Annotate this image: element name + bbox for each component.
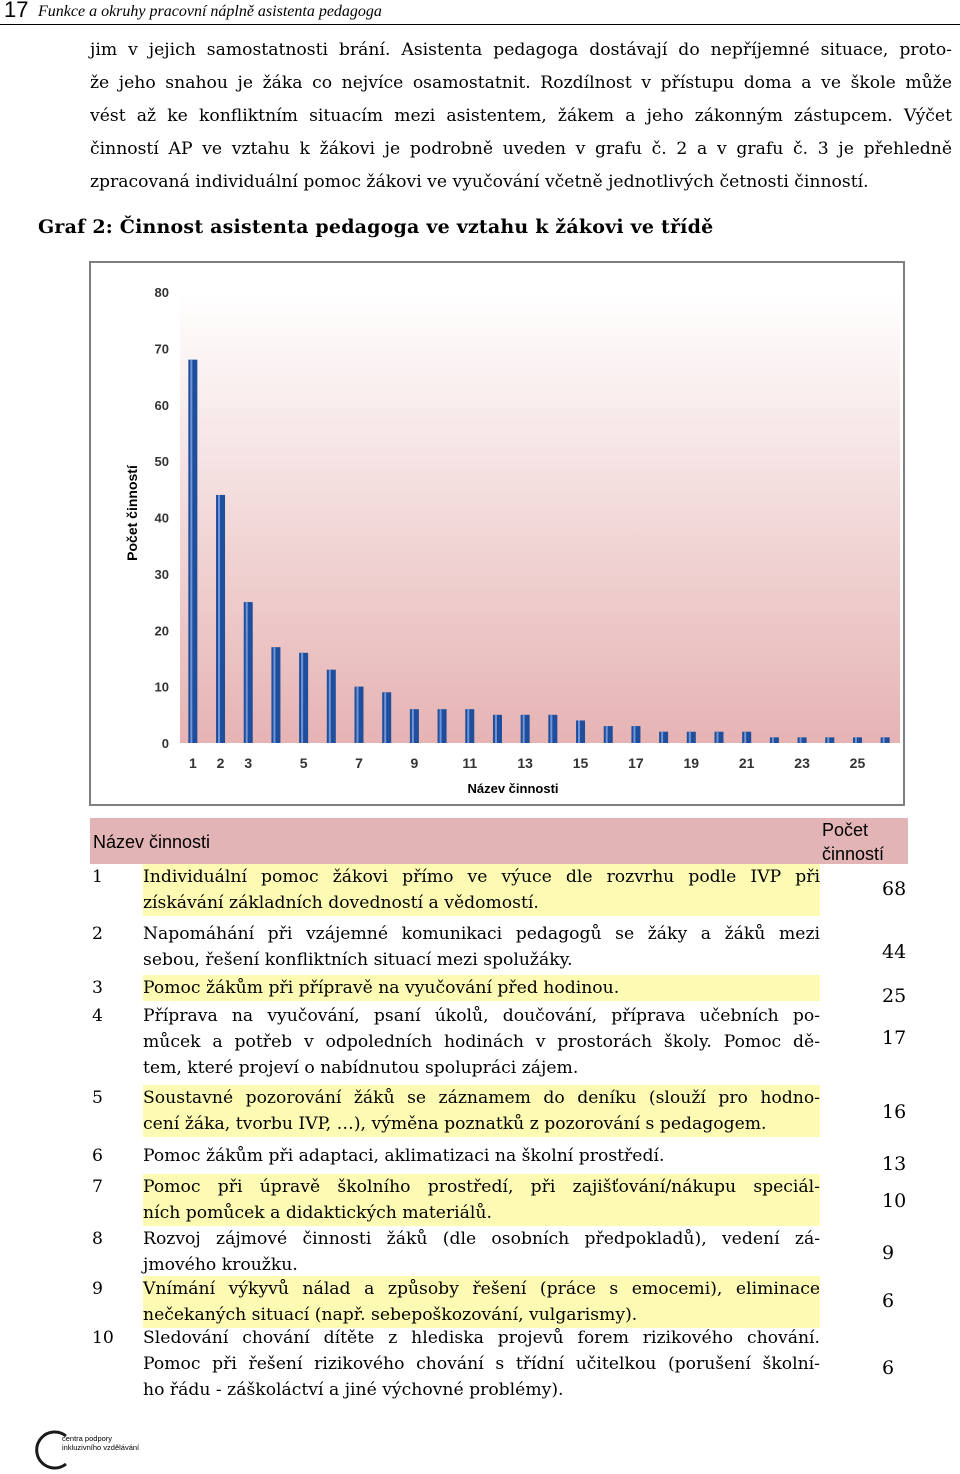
bar bbox=[853, 737, 862, 743]
row-description-line: můcek a potřeb v odpoledních hodinách v prostorách školy. Pomoc dě- bbox=[143, 1032, 820, 1052]
paragraph-line: že jeho snahou je žáka co nejvíce osamostatnit. Rozdílnost v přístupu doma a ve škole může bbox=[90, 73, 952, 93]
row-number: 6 bbox=[92, 1146, 103, 1166]
bar bbox=[576, 720, 585, 743]
logo-line: centra podpory bbox=[62, 1434, 113, 1443]
row-description bbox=[143, 864, 820, 916]
bar-highlight bbox=[384, 692, 386, 743]
row-description bbox=[143, 1085, 820, 1137]
row-description-line: ních pomůcek a didaktických materiálů. bbox=[143, 1203, 492, 1223]
bar bbox=[715, 732, 724, 743]
bar-highlight bbox=[800, 737, 802, 743]
bar-highlight bbox=[273, 647, 275, 743]
chart-caption: Graf 2: Činnost asistenta pedagoga ve vztahu k žákovi ve třídě bbox=[38, 216, 714, 238]
y-tick-label: 10 bbox=[154, 679, 169, 695]
row-description-line: nečekaných situací (např. sebepoškozování, vulgarismy). bbox=[143, 1305, 638, 1325]
y-tick-label: 30 bbox=[154, 566, 169, 582]
logo-text bbox=[62, 1434, 152, 1452]
bar bbox=[244, 602, 253, 743]
bar-highlight bbox=[855, 737, 857, 743]
y-axis-label: Počet činností bbox=[124, 465, 140, 561]
row-description-line: ho řádu - záškoláctví a jiné výchovné problémy). bbox=[143, 1380, 564, 1400]
x-tick-label: 17 bbox=[628, 755, 644, 771]
bar bbox=[825, 737, 834, 743]
row-description bbox=[143, 1003, 820, 1081]
row-description-line: Individuální pomoc žákovi přímo ve výuce dle rozvrhu podle IVP při bbox=[143, 867, 820, 887]
page-header bbox=[0, 0, 960, 25]
bar-highlight bbox=[190, 360, 192, 743]
bar bbox=[798, 737, 807, 743]
x-tick-label: 11 bbox=[462, 755, 478, 771]
paragraph-line: vést až ke konfliktním situacím mezi asistentem, žákem a jeho zákonným zástupcem. Výčet bbox=[90, 106, 952, 126]
row-description-line: tem, které projeví o nabídnutou spolupráci zájem. bbox=[143, 1058, 579, 1078]
bar-highlight bbox=[550, 715, 552, 743]
row-number: 3 bbox=[92, 978, 103, 998]
bar bbox=[299, 653, 308, 743]
bar-highlight bbox=[301, 653, 303, 743]
row-number: 1 bbox=[92, 867, 103, 887]
row-description bbox=[143, 1226, 820, 1278]
bar-highlight bbox=[744, 732, 746, 743]
x-tick-label: 23 bbox=[794, 755, 810, 771]
y-tick-label: 80 bbox=[154, 285, 169, 300]
row-count: 13 bbox=[882, 1153, 907, 1175]
column-header-count: Počet činností bbox=[822, 820, 885, 864]
row-description-line: Soustavné pozorování žáků se záznamem do deníku (slouží pro hodno- bbox=[143, 1088, 820, 1108]
bar bbox=[687, 732, 696, 743]
bar bbox=[327, 670, 336, 743]
row-count: 44 bbox=[882, 941, 907, 963]
bar bbox=[410, 709, 419, 743]
y-tick-label: 40 bbox=[154, 510, 169, 526]
bar-highlight bbox=[357, 687, 359, 743]
row-description-line: Rozvoj zájmové činnosti žáků (dle osobních předpokladů), vedení zá- bbox=[143, 1229, 820, 1249]
bar bbox=[355, 687, 364, 743]
row-description-line: Pomoc žákům při adaptaci, aklimatizaci na školní prostředí. bbox=[143, 1146, 665, 1166]
bar-highlight bbox=[440, 709, 442, 743]
row-description-line: Pomoc při úpravě školního prostředí, při zajišťování/nákupu speciál- bbox=[143, 1177, 820, 1197]
row-number: 5 bbox=[92, 1088, 103, 1108]
bar-highlight bbox=[246, 602, 248, 743]
column-header-name: Název činnosti bbox=[93, 832, 211, 852]
bar bbox=[521, 715, 530, 743]
row-count: 16 bbox=[882, 1101, 907, 1123]
bar-highlight bbox=[467, 709, 469, 743]
bar bbox=[465, 709, 474, 743]
row-number: 7 bbox=[92, 1177, 103, 1197]
row-description-line: Pomoc žákům při přípravě na vyučování před hodinou. bbox=[143, 978, 620, 998]
paragraph-line: jim v jejich samostatnosti brání. Asistenta pedagoga dostávají do nepříjemné situace, proto- bbox=[90, 40, 952, 60]
x-tick-label: 25 bbox=[849, 755, 866, 771]
row-description-line: jmového kroužku. bbox=[143, 1255, 298, 1275]
bar-highlight bbox=[661, 732, 663, 743]
x-tick-label: 19 bbox=[683, 755, 700, 771]
x-tick-label: 2 bbox=[216, 755, 225, 771]
chart-svg bbox=[91, 263, 903, 804]
bar bbox=[188, 360, 197, 743]
bar-highlight bbox=[827, 737, 829, 743]
x-tick-label: 13 bbox=[517, 755, 533, 771]
row-count: 68 bbox=[882, 878, 907, 900]
x-tick-label: 21 bbox=[738, 755, 755, 771]
table-header bbox=[90, 818, 908, 864]
bar-highlight bbox=[329, 670, 331, 743]
bar-highlight bbox=[633, 726, 635, 743]
row-number: 8 bbox=[92, 1229, 103, 1249]
body-paragraph bbox=[90, 34, 952, 199]
row-description bbox=[143, 975, 820, 1001]
row-count: 6 bbox=[882, 1290, 895, 1312]
bar bbox=[604, 726, 613, 743]
bar bbox=[438, 709, 447, 743]
row-description-line: sebou, řešení konfliktních situací mezi spolužáky. bbox=[143, 950, 573, 970]
x-tick-label: 5 bbox=[299, 755, 308, 771]
bar bbox=[770, 737, 779, 743]
bar-highlight bbox=[772, 737, 774, 743]
activity-table bbox=[90, 818, 908, 1400]
bar-highlight bbox=[578, 720, 580, 743]
paragraph-line: zpracovaná individuální pomoc žákovi ve vyučování včetně jednotlivých četnosti činností. bbox=[90, 172, 869, 192]
row-number: 9 bbox=[92, 1279, 103, 1299]
logo bbox=[34, 1430, 140, 1474]
bar-highlight bbox=[689, 732, 691, 743]
row-number: 10 bbox=[92, 1328, 114, 1348]
bar bbox=[631, 726, 640, 743]
row-count: 9 bbox=[882, 1242, 895, 1264]
row-description-line: Napomáhání při vzájemné komunikaci pedagogů se žáky a žáků mezi bbox=[143, 924, 820, 944]
row-description bbox=[143, 1276, 820, 1328]
logo-line: inkluzivního vzdělávání bbox=[62, 1443, 140, 1452]
row-description-line: Vnímání výkyvů nálad a způsoby řešení (práce s emocemi), eliminace bbox=[143, 1279, 820, 1299]
row-count: 25 bbox=[882, 985, 907, 1007]
y-tick-label: 70 bbox=[154, 341, 169, 357]
row-description bbox=[143, 1174, 820, 1226]
x-tick-label: 3 bbox=[244, 755, 253, 771]
bar bbox=[659, 732, 668, 743]
row-count: 6 bbox=[882, 1357, 895, 1379]
bar bbox=[493, 715, 502, 743]
x-tick-label: 15 bbox=[572, 755, 589, 771]
bar-highlight bbox=[523, 715, 525, 743]
row-count: 17 bbox=[882, 1027, 907, 1049]
y-tick-label: 60 bbox=[154, 397, 169, 413]
x-tick-label: 9 bbox=[410, 755, 419, 771]
bar-highlight bbox=[495, 715, 497, 743]
page-number: 17 bbox=[4, 0, 29, 22]
row-description bbox=[143, 921, 820, 973]
y-tick-label: 50 bbox=[154, 454, 169, 470]
bar bbox=[382, 692, 391, 743]
row-description-line: cení žáka, tvorbu IVP, …), výměna poznatků z pozorování s pedagogem. bbox=[143, 1114, 767, 1134]
bar-highlight bbox=[606, 726, 608, 743]
bar-highlight bbox=[218, 495, 220, 743]
row-number: 4 bbox=[92, 1006, 103, 1026]
x-axis-label: Název činnosti bbox=[467, 781, 559, 796]
bar-chart bbox=[89, 261, 905, 806]
y-tick-label: 0 bbox=[161, 736, 169, 751]
row-description-line: Příprava na vyučování, psaní úkolů, doučování, příprava učebních po- bbox=[143, 1006, 820, 1026]
row-number: 2 bbox=[92, 924, 103, 944]
bar-highlight bbox=[883, 737, 885, 743]
bar-highlight bbox=[717, 732, 719, 743]
row-description bbox=[143, 1143, 820, 1169]
x-tick-label: 1 bbox=[188, 755, 197, 771]
bar bbox=[216, 495, 225, 743]
x-tick-label: 7 bbox=[355, 755, 363, 771]
y-tick-label: 20 bbox=[154, 623, 169, 639]
bar bbox=[881, 737, 890, 743]
bar-highlight bbox=[412, 709, 414, 743]
bar bbox=[742, 732, 751, 743]
bar bbox=[271, 647, 280, 743]
bar bbox=[548, 715, 557, 743]
paragraph-line: činností AP ve vztahu k žákovi je podrobně uveden v grafu č. 2 a v grafu č. 3 je přehledně bbox=[90, 139, 952, 159]
row-description-line: získávání základních dovedností a vědomostí. bbox=[143, 893, 539, 913]
row-count: 10 bbox=[882, 1190, 907, 1212]
running-title: Funkce a okruhy pracovní náplně asistenta pedagoga bbox=[38, 3, 382, 20]
row-description-line: Pomoc při řešení rizikového chování s třídní učitelkou (porušení školní- bbox=[143, 1354, 820, 1374]
row-description-line: Sledování chování dítěte z hlediska projevů forem rizikového chování. bbox=[143, 1328, 820, 1348]
row-description bbox=[143, 1325, 820, 1403]
plot-area bbox=[180, 292, 900, 743]
